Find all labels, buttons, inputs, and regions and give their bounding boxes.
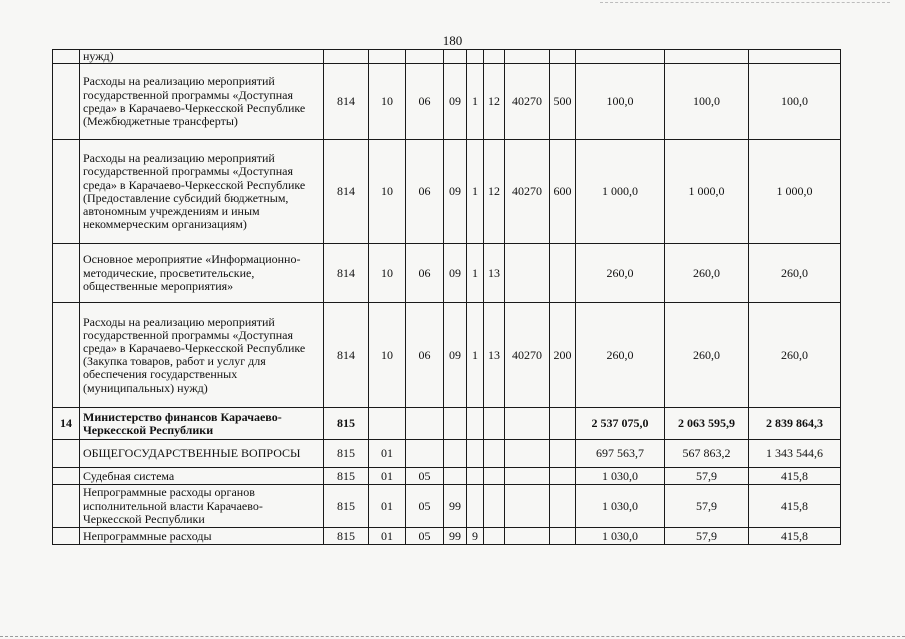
expense-type-code-cell bbox=[550, 244, 576, 303]
subprogram-code-cell: 1 bbox=[467, 244, 484, 303]
program-code-cell bbox=[444, 440, 467, 468]
row-index-cell: 14 bbox=[53, 408, 80, 440]
amount-year-3-cell: 100,0 bbox=[749, 64, 841, 140]
subsection-code-cell: 06 bbox=[406, 140, 444, 244]
section-code-cell: 01 bbox=[369, 485, 406, 528]
amount-year-2-cell: 1 000,0 bbox=[665, 140, 749, 244]
measure-code-cell: 12 bbox=[484, 140, 505, 244]
amount-year-3-cell: 260,0 bbox=[749, 244, 841, 303]
row-name-cell: ОБЩЕГОСУДАРСТВЕННЫЕ ВОПРОСЫ bbox=[80, 440, 324, 468]
row-name-cell: Непрограммные расходы bbox=[80, 528, 324, 545]
subprogram-code-cell bbox=[467, 440, 484, 468]
amount-year-3-cell: 1 343 544,6 bbox=[749, 440, 841, 468]
grbs-code-cell: 815 bbox=[324, 468, 369, 485]
direction-code-cell bbox=[505, 244, 550, 303]
row-index-cell bbox=[53, 244, 80, 303]
expense-type-code-cell bbox=[550, 528, 576, 545]
row-index-cell bbox=[53, 140, 80, 244]
table-row bbox=[53, 50, 841, 64]
expense-type-code-cell bbox=[550, 50, 576, 64]
row-index-cell bbox=[53, 303, 80, 408]
direction-code-cell: 40270 bbox=[505, 64, 550, 140]
scan-top-rule bbox=[600, 2, 890, 3]
subsection-code-cell bbox=[406, 50, 444, 64]
table-row bbox=[53, 64, 841, 140]
program-code-cell: 99 bbox=[444, 485, 467, 528]
program-code-cell bbox=[444, 50, 467, 64]
subsection-code-cell bbox=[406, 440, 444, 468]
table-row bbox=[53, 485, 841, 528]
subsection-code-cell bbox=[406, 408, 444, 440]
amount-year-2-cell: 57,9 bbox=[665, 528, 749, 545]
measure-code-cell bbox=[484, 440, 505, 468]
subprogram-code-cell bbox=[467, 408, 484, 440]
direction-code-cell bbox=[505, 468, 550, 485]
direction-code-cell bbox=[505, 485, 550, 528]
row-name-cell: нужд) bbox=[80, 50, 324, 64]
section-code-cell: 10 bbox=[369, 64, 406, 140]
grbs-code-cell: 815 bbox=[324, 440, 369, 468]
section-code-cell: 10 bbox=[369, 140, 406, 244]
direction-code-cell: 40270 bbox=[505, 303, 550, 408]
amount-year-1-cell: 1 030,0 bbox=[576, 485, 665, 528]
section-code-cell: 10 bbox=[369, 303, 406, 408]
amount-year-2-cell: 57,9 bbox=[665, 485, 749, 528]
program-code-cell: 09 bbox=[444, 140, 467, 244]
program-code-cell bbox=[444, 468, 467, 485]
direction-code-cell: 40270 bbox=[505, 140, 550, 244]
row-name-cell: Расходы на реализацию мероприятий государственной программы «Доступная среда» в Карачаево-Черкесской Республике (Закупка товаров, работ и услуг для обеспечения государственных (муниципальных) нужд) bbox=[80, 303, 324, 408]
measure-code-cell bbox=[484, 408, 505, 440]
section-code-cell: 01 bbox=[369, 440, 406, 468]
amount-year-2-cell: 57,9 bbox=[665, 468, 749, 485]
amount-year-1-cell: 1 030,0 bbox=[576, 528, 665, 545]
table-row bbox=[53, 528, 841, 545]
grbs-code-cell: 815 bbox=[324, 485, 369, 528]
expense-type-code-cell bbox=[550, 485, 576, 528]
row-index-cell bbox=[53, 440, 80, 468]
subprogram-code-cell: 1 bbox=[467, 303, 484, 408]
row-index-cell bbox=[53, 485, 80, 528]
subsection-code-cell: 05 bbox=[406, 468, 444, 485]
program-code-cell: 99 bbox=[444, 528, 467, 545]
expense-type-code-cell: 200 bbox=[550, 303, 576, 408]
measure-code-cell: 13 bbox=[484, 303, 505, 408]
subprogram-code-cell bbox=[467, 485, 484, 528]
subprogram-code-cell bbox=[467, 468, 484, 485]
row-index-cell bbox=[53, 50, 80, 64]
expense-type-code-cell bbox=[550, 440, 576, 468]
amount-year-1-cell: 100,0 bbox=[576, 64, 665, 140]
subsection-code-cell: 05 bbox=[406, 485, 444, 528]
subsection-code-cell: 06 bbox=[406, 303, 444, 408]
amount-year-1-cell: 260,0 bbox=[576, 244, 665, 303]
grbs-code-cell: 815 bbox=[324, 408, 369, 440]
measure-code-cell bbox=[484, 528, 505, 545]
program-code-cell bbox=[444, 408, 467, 440]
amount-year-3-cell: 415,8 bbox=[749, 528, 841, 545]
program-code-cell: 09 bbox=[444, 303, 467, 408]
section-code-cell bbox=[369, 50, 406, 64]
subprogram-code-cell: 1 bbox=[467, 140, 484, 244]
budget-table bbox=[52, 49, 841, 545]
grbs-code-cell: 814 bbox=[324, 303, 369, 408]
amount-year-2-cell: 260,0 bbox=[665, 303, 749, 408]
page-number: 180 bbox=[442, 33, 463, 48]
measure-code-cell bbox=[484, 50, 505, 64]
amount-year-3-cell: 415,8 bbox=[749, 485, 841, 528]
table-row bbox=[53, 244, 841, 303]
subsection-code-cell: 06 bbox=[406, 244, 444, 303]
amount-year-1-cell: 2 537 075,0 bbox=[576, 408, 665, 440]
row-index-cell bbox=[53, 64, 80, 140]
grbs-code-cell: 815 bbox=[324, 528, 369, 545]
section-code-cell: 01 bbox=[369, 528, 406, 545]
amount-year-2-cell: 260,0 bbox=[665, 244, 749, 303]
expense-type-code-cell bbox=[550, 468, 576, 485]
amount-year-1-cell: 1 030,0 bbox=[576, 468, 665, 485]
grbs-code-cell: 814 bbox=[324, 140, 369, 244]
section-code-cell: 10 bbox=[369, 244, 406, 303]
direction-code-cell bbox=[505, 528, 550, 545]
subsection-code-cell: 06 bbox=[406, 64, 444, 140]
subsection-code-cell: 05 bbox=[406, 528, 444, 545]
row-name-cell: Министерство финансов Карачаево-Черкесской Республики bbox=[80, 408, 324, 440]
direction-code-cell bbox=[505, 408, 550, 440]
amount-year-1-cell: 1 000,0 bbox=[576, 140, 665, 244]
amount-year-1-cell: 260,0 bbox=[576, 303, 665, 408]
row-name-cell: Непрограммные расходы органов исполнительной власти Карачаево-Черкесской Республики bbox=[80, 485, 324, 528]
section-code-cell bbox=[369, 408, 406, 440]
measure-code-cell bbox=[484, 485, 505, 528]
table-row bbox=[53, 440, 841, 468]
amount-year-1-cell: 697 563,7 bbox=[576, 440, 665, 468]
grbs-code-cell bbox=[324, 50, 369, 64]
expense-type-code-cell bbox=[550, 408, 576, 440]
row-index-cell bbox=[53, 528, 80, 545]
table-row bbox=[53, 140, 841, 244]
expense-type-code-cell: 600 bbox=[550, 140, 576, 244]
subprogram-code-cell: 1 bbox=[467, 64, 484, 140]
program-code-cell: 09 bbox=[444, 244, 467, 303]
row-name-cell: Основное мероприятие «Информационно-методические, просветительские, общественные мероприятия» bbox=[80, 244, 324, 303]
measure-code-cell: 13 bbox=[484, 244, 505, 303]
row-name-cell: Судебная система bbox=[80, 468, 324, 485]
table-row bbox=[53, 408, 841, 440]
amount-year-1-cell bbox=[576, 50, 665, 64]
measure-code-cell: 12 bbox=[484, 64, 505, 140]
amount-year-3-cell bbox=[749, 50, 841, 64]
amount-year-2-cell bbox=[665, 50, 749, 64]
table-row bbox=[53, 468, 841, 485]
amount-year-2-cell: 100,0 bbox=[665, 64, 749, 140]
subprogram-code-cell: 9 bbox=[467, 528, 484, 545]
expense-type-code-cell: 500 bbox=[550, 64, 576, 140]
amount-year-3-cell: 260,0 bbox=[749, 303, 841, 408]
subprogram-code-cell bbox=[467, 50, 484, 64]
grbs-code-cell: 814 bbox=[324, 64, 369, 140]
direction-code-cell bbox=[505, 440, 550, 468]
table-row bbox=[53, 303, 841, 408]
row-index-cell bbox=[53, 468, 80, 485]
budget-table-body bbox=[53, 50, 841, 545]
amount-year-3-cell: 2 839 864,3 bbox=[749, 408, 841, 440]
scan-bottom-rule bbox=[0, 636, 905, 637]
amount-year-2-cell: 567 863,2 bbox=[665, 440, 749, 468]
amount-year-2-cell: 2 063 595,9 bbox=[665, 408, 749, 440]
row-name-cell: Расходы на реализацию мероприятий государственной программы «Доступная среда» в Карачаево-Черкесской Республике (Предоставление субсидий бюджетным, автономным учреждениям и иным некоммерческим организациям) bbox=[80, 140, 324, 244]
measure-code-cell bbox=[484, 468, 505, 485]
program-code-cell: 09 bbox=[444, 64, 467, 140]
direction-code-cell bbox=[505, 50, 550, 64]
amount-year-3-cell: 415,8 bbox=[749, 468, 841, 485]
row-name-cell: Расходы на реализацию мероприятий государственной программы «Доступная среда» в Карачаево-Черкесской Республике (Межбюджетные трансферты) bbox=[80, 64, 324, 140]
section-code-cell: 01 bbox=[369, 468, 406, 485]
grbs-code-cell: 814 bbox=[324, 244, 369, 303]
amount-year-3-cell: 1 000,0 bbox=[749, 140, 841, 244]
